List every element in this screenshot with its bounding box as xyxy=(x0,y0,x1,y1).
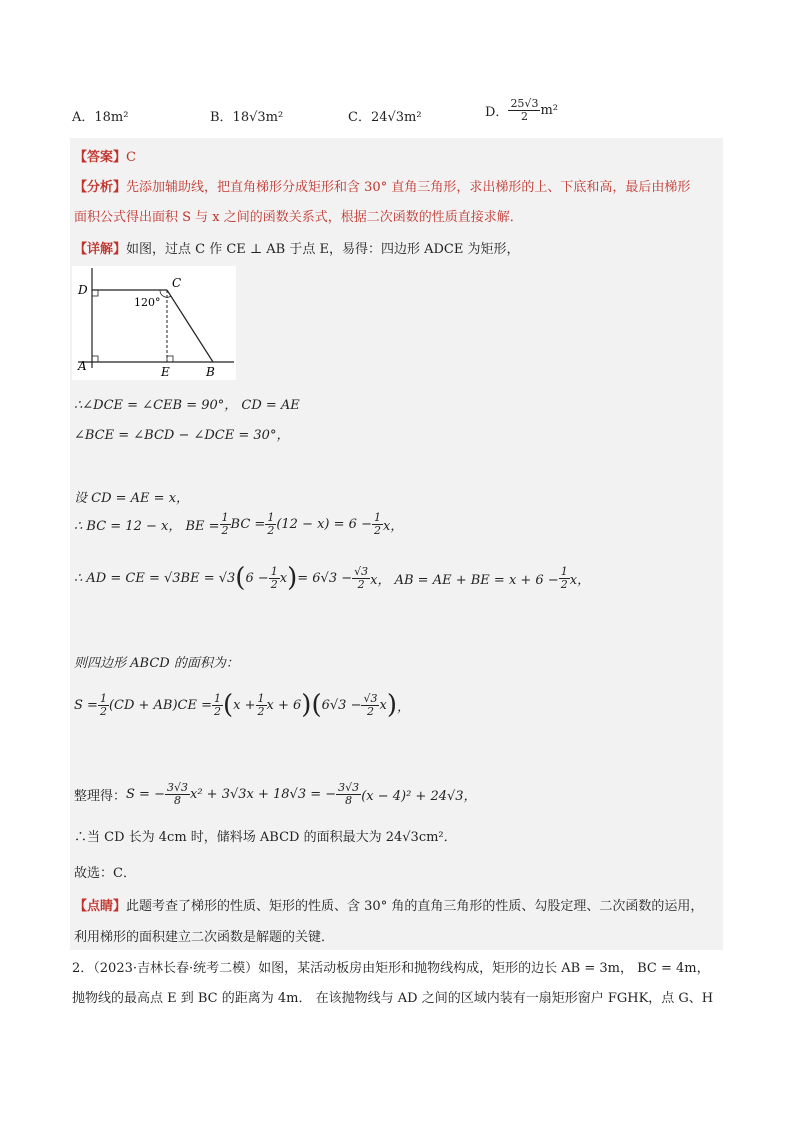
den: 2 xyxy=(267,524,275,537)
comment-tag: 【点睛】 xyxy=(74,899,127,914)
option-b: B．18√3m² xyxy=(210,110,284,125)
den: 2 xyxy=(270,577,278,591)
step-7-a: S = xyxy=(74,697,98,713)
step-5-a: ∴ AD = CE = √3BE = √3 xyxy=(74,570,236,586)
step-4-a: ∴ BC = 12 − x， BE = xyxy=(74,519,220,534)
step-10: 故选：C． xyxy=(74,866,136,881)
frac-root3-over-2-b xyxy=(361,693,379,718)
step-4-c: (12 − x) = 6 − xyxy=(276,517,372,532)
frac-half-1 xyxy=(220,512,231,537)
den: 2 xyxy=(214,704,222,718)
step-7-e: 6√3 − xyxy=(321,697,362,713)
option-d-prefix: D． xyxy=(485,105,509,120)
num: 1 xyxy=(560,564,568,578)
right-angle-d xyxy=(92,290,98,296)
answer-tag: 【答案】 xyxy=(74,150,127,165)
label-d: D xyxy=(78,283,88,297)
den: 2 xyxy=(560,577,568,591)
step-5 xyxy=(74,563,590,593)
analysis-line-1 xyxy=(74,176,690,195)
paren-close-2: ) xyxy=(301,690,312,720)
line-cb xyxy=(167,290,213,362)
option-d xyxy=(485,98,558,123)
answer-value: C xyxy=(126,150,136,165)
num: 3√3 xyxy=(166,781,188,794)
step-7-f: x xyxy=(379,697,387,713)
step-8-b: S = − xyxy=(126,787,165,802)
num: 1 xyxy=(373,511,381,524)
frac-root3-over-2-a xyxy=(352,566,370,591)
analysis-tag: 【分析】 xyxy=(74,180,127,195)
paren-close-3: ) xyxy=(386,690,397,720)
den: 2 xyxy=(357,577,365,591)
step-8-d: (x − 4)² + 24√3， xyxy=(361,789,477,804)
trapezoid-diagram xyxy=(72,266,236,380)
num: 1 xyxy=(267,511,275,524)
step-5-d: = 6√3 − xyxy=(297,570,353,586)
label-a: A xyxy=(78,359,87,373)
step-5-b: 6 − xyxy=(245,570,269,586)
step-5-c: x xyxy=(279,570,288,586)
frac-half-6 xyxy=(98,693,109,718)
frac-half-5 xyxy=(559,566,570,591)
step-6: 则四边形 ABCD 的面积为： xyxy=(74,656,239,671)
option-d-fraction xyxy=(508,98,540,123)
step-4-d: x， xyxy=(382,519,404,534)
right-angle-a xyxy=(92,356,98,362)
comment-line-2: 利用梯形的面积建立二次函数是解题的关键． xyxy=(74,930,335,945)
step-4 xyxy=(74,512,403,537)
comment-line-1 xyxy=(74,895,703,914)
num: √3 xyxy=(363,691,378,705)
step-7-c: x + xyxy=(233,697,256,713)
figure-trapezoid xyxy=(72,266,236,380)
den: 2 xyxy=(366,704,374,718)
option-c: C．24√3m² xyxy=(348,110,422,125)
option-d-numerator: 25√3 xyxy=(510,97,539,110)
num: 1 xyxy=(214,691,222,705)
frac-half-7 xyxy=(212,693,223,718)
next-problem-line-2: 抛物线的最高点 E 到 BC 的距离为 4m． 在该抛物线与 AD 之间的区域内装有一扇矩形窗户 FGHK，点 G、H xyxy=(72,991,714,1006)
frac-3root3-over-8-b xyxy=(336,782,361,807)
step-5-e: x， AB = AE + BE = x + 6 − xyxy=(370,572,559,588)
analysis-text-1: 先添加辅助线，把直角梯形分成矩形和含 30° 直角三角形，求出梯形的上、下底和高，最后由梯形 xyxy=(126,180,691,195)
comment-text-1: 此题考查了梯形的性质、矩形的性质、含 30° 角的直角三角形的性质、勾股定理、二次函数的运用， xyxy=(126,899,704,914)
den: 2 xyxy=(257,704,265,718)
num: 1 xyxy=(270,564,278,578)
option-d-suffix: m² xyxy=(540,103,558,118)
num: 1 xyxy=(221,511,229,524)
step-2: ∠BCE = ∠BCD − ∠DCE = 30°， xyxy=(74,428,290,443)
frac-3root3-over-8-a xyxy=(165,782,190,807)
right-angle-e xyxy=(167,356,173,362)
paren-open: ( xyxy=(235,563,246,593)
frac-half-2 xyxy=(265,512,276,537)
detail-tag: 【详解】 xyxy=(74,242,127,257)
label-angle: 120° xyxy=(134,296,161,309)
frac-half-8 xyxy=(256,693,267,718)
step-5-f: x， xyxy=(569,572,591,588)
step-8 xyxy=(74,782,477,807)
step-7-g: ， xyxy=(396,699,410,715)
step-7-d: x + 6 xyxy=(266,697,302,713)
step-3: 设 CD = AE = x， xyxy=(74,491,190,506)
option-a: A．18m² xyxy=(72,110,129,125)
step-8-c: x² + 3√3x + 18√3 = − xyxy=(190,787,337,802)
label-c: C xyxy=(172,276,182,290)
step-7 xyxy=(74,690,410,720)
num: 3√3 xyxy=(338,781,360,794)
label-e: E xyxy=(161,365,170,379)
step-7-b: (CD + AB)CE = xyxy=(108,697,213,713)
den: 8 xyxy=(173,794,181,807)
analysis-line-2: 面积公式得出面积 S 与 x 之间的函数关系式，根据二次函数的性质直接求解． xyxy=(74,210,523,225)
answer-line xyxy=(74,146,136,165)
step-8-a: 整理得： xyxy=(74,789,127,804)
next-problem-line-1: 2．（2023·吉林长春·统考二模）如图，某活动板房由矩形和抛物线构成，矩形的边长 AB = 3m， BC = 4m， xyxy=(72,961,710,976)
frac-half-4 xyxy=(269,566,280,591)
den: 2 xyxy=(99,704,107,718)
step-1: ∴∠DCE = ∠CEB = 90°， CD = AE xyxy=(74,398,300,413)
paren-open-2: ( xyxy=(223,690,234,720)
detail-intro: 如图，过点 C 作 CE ⊥ AB 于点 E，易得：四边形 ADCE 为矩形， xyxy=(126,242,520,257)
den: 2 xyxy=(373,524,381,537)
num: √3 xyxy=(354,564,369,578)
den: 2 xyxy=(221,524,229,537)
paren-close: ) xyxy=(287,563,298,593)
paren-open-3: ( xyxy=(311,690,322,720)
step-4-b: BC = xyxy=(230,517,266,532)
detail-line xyxy=(74,238,520,257)
option-d-denominator: 2 xyxy=(520,110,528,123)
label-b: B xyxy=(206,365,215,379)
num: 1 xyxy=(99,691,107,705)
frac-half-3 xyxy=(372,512,383,537)
step-9: ∴当 CD 长为 4cm 时，储料场 ABCD 的面积最大为 24√3cm²． xyxy=(74,830,457,845)
num: 1 xyxy=(257,691,265,705)
den: 8 xyxy=(345,794,353,807)
